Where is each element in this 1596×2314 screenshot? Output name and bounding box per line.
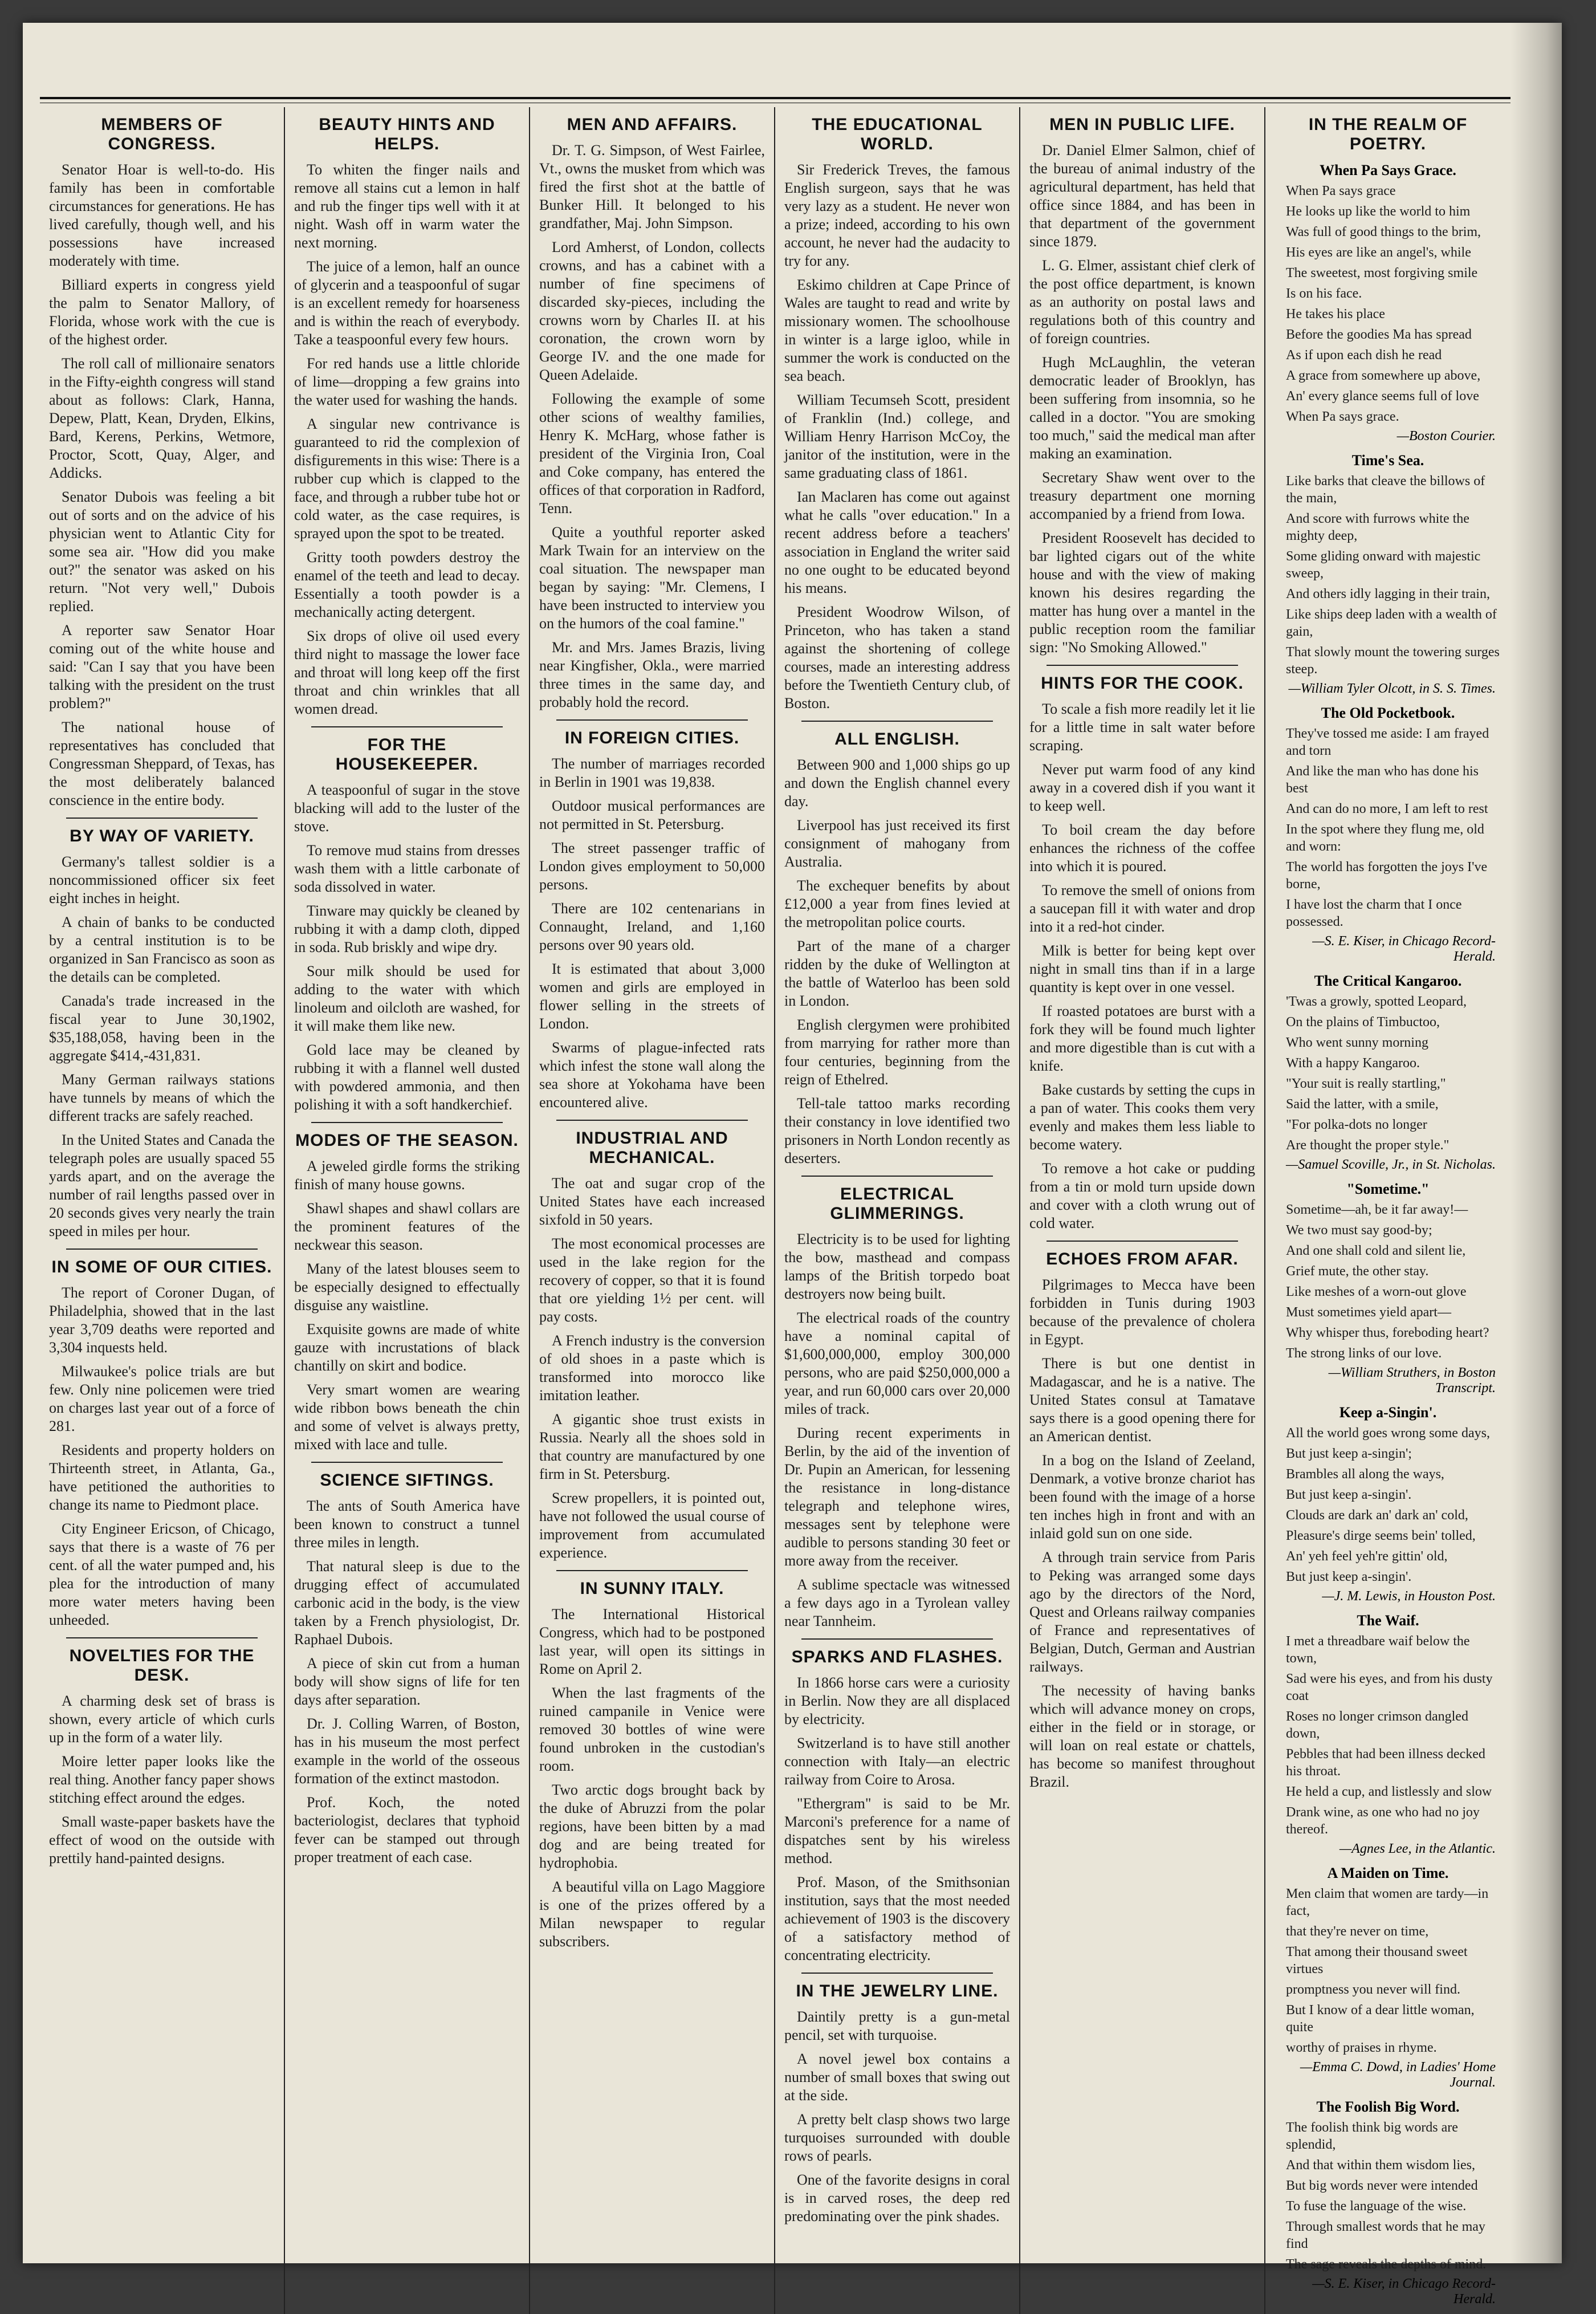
article-paragraph: The necessity of having banks which will advance money on crops, either in the field or in storage, or will loan on real estate or chattels, has become so manifest throughout Brazil.: [1029, 1682, 1255, 1790]
article-paragraph: Swarms of plague-infected rats which infest the stone wall along the sea shore at Yokohama have been encountered alive.: [539, 1039, 765, 1111]
article-paragraph: The national house of representatives has concluded that Congressman Sheppard, of Texas, has the most deliberately balanced conscience in the entire body.: [49, 719, 275, 808]
poem-line: "Your suit is really startling,": [1286, 1076, 1446, 1091]
article-paragraph: A charming desk set of brass is shown, every article of which curls up in the form of a water lily.: [49, 1693, 275, 1746]
poem-line: Like barks that cleave the billows of the main,: [1286, 474, 1485, 506]
column-3: [530, 107, 775, 2314]
poem-line: Said the latter, with a smile,: [1286, 1097, 1439, 1112]
poem-line: They've tossed me aside: I am frayed and torn: [1286, 726, 1489, 758]
poem-line: I have lost the charm that I once possessed.: [1286, 897, 1462, 929]
article-paragraph: For red hands use a little chloride of lime—dropping a few grains into the water used for washing the hands.: [294, 355, 520, 408]
poem-credit: —Agnes Lee, in the Atlantic.: [1339, 1841, 1496, 1856]
article-paragraph: Switzerland is to have still another connection with Italy—an electric railway from Coire to Arosa.: [784, 1735, 1010, 1788]
article-paragraph: A pretty belt clasp shows two large turquoises surrounded with double rows of pearls.: [784, 2111, 1010, 2164]
section-rule: [801, 1176, 993, 1177]
poem-line: Must sometimes yield apart—: [1286, 1305, 1451, 1320]
poem: [1275, 973, 1501, 1173]
poem-title: The Waif.: [1357, 1612, 1419, 1629]
column-2: [285, 107, 530, 2314]
page-fold-shadow: [1510, 23, 1562, 2263]
section-rule: [1047, 665, 1238, 666]
poem-line: The strong links of our love.: [1286, 1346, 1442, 1361]
section-heading: ALL ENGLISH.: [834, 730, 960, 749]
column-5: [1020, 107, 1265, 2314]
poem-line: Roses no longer crimson dangled down,: [1286, 1709, 1468, 1741]
article-paragraph: When the last fragments of the ruined campanile in Venice were removed 30 bottles of wine were found unbroken in the custodian's room.: [539, 1685, 765, 1774]
article-paragraph: English clergymen were prohibited from marrying for rather more than four centuries, beginning from the reign of Ethelred.: [784, 1016, 1010, 1088]
poem-credit: —Emma C. Dowd, in Ladies' Home Journal.: [1300, 2060, 1496, 2090]
poem-line: On the plains of Timbuctoo,: [1286, 1015, 1440, 1030]
article-paragraph: To boil cream the day before enhances the richness of the coffee into which it is poured.: [1029, 822, 1255, 875]
article-paragraph: Following the example of some other scions of wealthy families, Henry K. McHarg, whose father is president of the Virginia Iron, Coal and Coke company, has entered the offices of that corporation in Radford, Tenn.: [539, 391, 765, 517]
poem-line: Drank wine, as one who had no joy thereof.: [1286, 1805, 1480, 1837]
column-6: [1265, 107, 1510, 2314]
section-rule: [556, 1120, 748, 1121]
section-heading: IN THE JEWELRY LINE.: [796, 1982, 999, 2000]
poem-line: Men claim that women are tardy—in fact,: [1286, 1886, 1489, 1918]
article-paragraph: In a bog on the Island of Zeeland, Denmark, a votive bronze chariot has been found with the image of a horse ten inches high in front and with an inlaid gold sun on one side.: [1029, 1452, 1255, 1542]
poem-credit: —S. E. Kiser, in Chicago Record-Herald.: [1312, 934, 1496, 964]
article-paragraph: Secretary Shaw went over to the treasury department one morning accompanied by a friend from Iowa.: [1029, 469, 1255, 522]
article-paragraph: In 1866 horse cars were a curiosity in Berlin. Now they are all displaced by electricity.: [784, 1674, 1010, 1727]
poem: [1275, 452, 1501, 697]
article-paragraph: A reporter saw Senator Hoar coming out of the white house and said: "Can I say that you have been talking with the president on the trust problem?": [49, 622, 275, 711]
poem-line: To fuse the language of the wise.: [1286, 2199, 1467, 2214]
article-paragraph: Eskimo children at Cape Prince of Wales are taught to read and write by missionary women. The schoolhouse in winter is a large igloo, while in summer the work is conducted on the sea beach.: [784, 276, 1010, 384]
article-paragraph: During recent experiments in Berlin, by the aid of the invention of Dr. Pupin an American, for lessening the resistance in long-distance telegraph and telephone wires, messages sent by telephone were audible to persons standing 30 feet or more away from the receiver.: [784, 1425, 1010, 1569]
article-paragraph: There are 102 centenarians in Connaught, Ireland, and 1,160 persons over 90 years old.: [539, 900, 765, 953]
article-paragraph: The roll call of millionaire senators in the Fifty-eighth congress will stand about as follows: Clark, Hanna, Depew, Platt, Kean, Dryden, Elkins, Bard, Kerens, Perkins, Wetmore, Proctor, Scott, Quay, Alger, and Addicks.: [49, 355, 275, 481]
section-heading: MEMBERS OF CONGRESS.: [101, 115, 223, 153]
article-paragraph: To remove a hot cake or pudding from a tin or mold turn upside down and cover with a cloth wrung out of cold water.: [1029, 1160, 1255, 1231]
section-heading: THE EDUCATIONAL WORLD.: [812, 115, 983, 153]
article-paragraph: Dr. T. G. Simpson, of West Fairlee, Vt., owns the musket from which was fired the first shot at the battle of Bunker Hill. It belonged to his grandfather, Maj. John Simpson.: [539, 142, 765, 231]
article-paragraph: To remove mud stains from dresses wash them with a little carbonate of soda dissolved in water.: [294, 842, 520, 895]
poem-line: As if upon each dish he read: [1286, 348, 1442, 363]
poem-line: In the spot where they flung me, old and worn:: [1286, 822, 1484, 854]
article-paragraph: Dr. J. Colling Warren, of Boston, has in his museum the most perfect example in the world of the osseous formation of the extinct mastodon.: [294, 1715, 520, 1787]
columns: [40, 107, 1510, 2307]
article-paragraph: The number of marriages recorded in Berlin in 1901 was 19,838.: [539, 755, 765, 790]
poem-line: Before the goodies Ma has spread: [1286, 327, 1472, 342]
poem-line: Was full of good things to the brim,: [1286, 225, 1481, 239]
column-1: [40, 107, 285, 2314]
article-paragraph: Very smart women are wearing wide ribbon bows beneath the chin and some of velvet is always pretty, mixed with lace and tulle.: [294, 1381, 520, 1453]
article-paragraph: Pilgrimages to Mecca have been forbidden in Tunis during 1903 because of the prevalence of cholera in Egypt.: [1029, 1276, 1255, 1348]
article-paragraph: The most economical processes are used in the lake region for the recovery of copper, so that it is found that ore yielding 1½ per cent. will pay costs.: [539, 1235, 765, 1325]
article-paragraph: A French industry is the conversion of old shoes in a paste which is transformed into morocco like imitation leather.: [539, 1332, 765, 1404]
article-paragraph: "Ethergram" is said to be Mr. Marconi's preference for a name of dispatches sent by his wireless method.: [784, 1795, 1010, 1866]
article-paragraph: A gigantic shoe trust exists in Russia. Nearly all the shoes sold in that country are manufactured by one firm in St. Petersburg.: [539, 1411, 765, 1482]
section-heading: NOVELTIES FOR THE DESK.: [69, 1646, 255, 1685]
article-paragraph: Small waste-paper baskets have the effect of wood on the outside with prettily hand-painted designs.: [49, 1813, 275, 1866]
poem: [1275, 1181, 1501, 1396]
poem: [1275, 705, 1501, 965]
poem-line: Why whisper thus, foreboding heart?: [1286, 1325, 1489, 1340]
section-heading: IN SOME OF OUR CITIES.: [51, 1258, 272, 1276]
poem-title: The Critical Kangaroo.: [1314, 973, 1462, 989]
poem-line: And one shall cold and silent lie,: [1286, 1243, 1466, 1258]
article-paragraph: Electricity is to be used for lighting the bow, masthead and compass lamps of the British torpedo boat destroyers now being built.: [784, 1231, 1010, 1302]
poem-line: Like meshes of a worn-out glove: [1286, 1284, 1467, 1299]
poem-line: An' yeh feel yeh're gittin' old,: [1286, 1549, 1448, 1564]
poem-credit: —William Tyler Olcott, in S. S. Times.: [1288, 681, 1496, 696]
poem-line: Pleasure's dirge seems bein' tolled,: [1286, 1528, 1476, 1543]
article-paragraph: Daintily pretty is a gun-metal pencil, set with turquoise.: [784, 2008, 1010, 2043]
poem-line: "For polka-dots no longer: [1286, 1117, 1427, 1132]
article-paragraph: Ian Maclaren has come out against what he calls "over education." In a recent address before a teachers' association in England the writer said no one ought to be educated beyond his means.: [784, 489, 1010, 596]
section-heading: MEN AND AFFAIRS.: [567, 115, 738, 134]
article-paragraph: Moire letter paper looks like the real thing. Another fancy paper shows stitching effect around the edges.: [49, 1753, 275, 1806]
poem-line: He held a cup, and listlessly and slow: [1286, 1784, 1492, 1799]
article-paragraph: Many of the latest blouses seem to be especially designed to effectually disguise any waistline.: [294, 1260, 520, 1313]
poem-credit: —Samuel Scoville, Jr., in St. Nicholas.: [1286, 1157, 1496, 1172]
article-paragraph: Senator Hoar is well-to-do. His family has been in comfortable circumstances for generations. He has lived carefully, though well, and his possessions have increased moderately with time.: [49, 161, 275, 269]
section-heading: MEN IN PUBLIC LIFE.: [1049, 115, 1235, 134]
article-paragraph: The street passenger traffic of London gives employment to 50,000 persons.: [539, 840, 765, 893]
article-paragraph: Senator Dubois was feeling a bit out of sorts and on the advice of his physician went to Atlantic City for some sea air. "How did you make out?" the senator was asked on his return. "Not very well," Dubois replied.: [49, 489, 275, 615]
article-paragraph: A singular new contrivance is guaranteed to rid the complexion of disfigurements in this wise: There is a rubber cup which is clapped to the face, and through a rubber tube hot or cold water, as the case requires, is sprayed upon the spot to be treated.: [294, 416, 520, 542]
poem-line: Brambles all along the ways,: [1286, 1467, 1444, 1482]
article-paragraph: Sir Frederick Treves, the famous English surgeon, says that he was very lazy as a student. He never won a prize; indeed, according to his own account, he never had the audacity to try for any.: [784, 161, 1010, 269]
article-paragraph: Tell-tale tattoo marks recording their constancy in love identified two prisoners in North London recently as deserters.: [784, 1095, 1010, 1166]
section-rule: [311, 726, 503, 727]
section-heading: SCIENCE SIFTINGS.: [320, 1471, 494, 1490]
poem-line: But big words never were intended: [1286, 2178, 1478, 2193]
article-paragraph: Gritty tooth powders destroy the enamel of the teeth and lead to decay. Essentially a tooth powder is a mechanically acting detergent.: [294, 549, 520, 620]
newspaper-page: [23, 23, 1562, 2307]
column-4: [775, 107, 1020, 2314]
article-paragraph: Hugh McLaughlin, the veteran democratic leader of Brooklyn, has been suffering from insomnia, so he called in a doctor. "You are smoking too much," said the medical man after making an examination.: [1029, 354, 1255, 462]
poem-credit: —S. E. Kiser, in Chicago Record-Herald.: [1312, 2276, 1496, 2307]
article-paragraph: The exchequer benefits by about £12,000 a year from fines levied at the metropolitan police courts.: [784, 877, 1010, 930]
section-rule: [801, 1973, 993, 1974]
poem-line: He takes his place: [1286, 307, 1385, 322]
article-paragraph: Tinware may quickly be cleaned by rubbing it with a damp cloth, dipped in soda. Rub briskly and wipe dry.: [294, 902, 520, 955]
poem-line: The world has forgotten the joys I've borne,: [1286, 860, 1488, 892]
section-heading: FOR THE HOUSEKEEPER.: [335, 735, 479, 774]
section-rule: [66, 1637, 258, 1638]
poem: [1275, 1404, 1501, 1604]
section-rule: [556, 1570, 748, 1571]
section-rule: [66, 1248, 258, 1250]
section-heading: ELECTRICAL GLIMMERINGS.: [830, 1185, 964, 1223]
section-heading: BY WAY OF VARIETY.: [70, 827, 254, 845]
article-paragraph: The report of Coroner Dugan, of Philadelphia, showed that in the last year 3,709 deaths were reported and 3,304 inquests held.: [49, 1284, 275, 1356]
poem-line: Pebbles that had been illness decked his throat.: [1286, 1747, 1485, 1779]
poem-line: And like the man who has done his best: [1286, 764, 1479, 796]
poem-line: And others idly lagging in their train,: [1286, 587, 1490, 601]
poem-line: that they're never on time,: [1286, 1924, 1429, 1939]
poem-title: The Old Pocketbook.: [1321, 705, 1455, 721]
poem: [1275, 2099, 1501, 2307]
poem-line: And can do no more, I am left to rest: [1286, 802, 1488, 816]
article-paragraph: Lord Amherst, of London, collects crowns, and has a cabinet with a number of fine specimens of discarded sky-pieces, including the crowns worn by Charles II. at his coronation, the crown worn by George IV. and the one made for Queen Adelaide.: [539, 239, 765, 383]
article-paragraph: L. G. Elmer, assistant chief clerk of the post office department, is known as an authority on postal laws and regulations both of this country and of foreign countries.: [1029, 257, 1255, 347]
article-paragraph: To scale a fish more readily let it lie for a little time in salt water before scraping.: [1029, 701, 1255, 754]
section-heading: IN THE REALM OF POETRY.: [1308, 115, 1468, 153]
poem-line: promptness you never will find.: [1286, 1982, 1460, 1997]
section-rule: [311, 1462, 503, 1463]
poem: [1275, 162, 1501, 444]
article-paragraph: A jeweled girdle forms the striking finish of many house gowns.: [294, 1158, 520, 1193]
section-heading: INDUSTRIAL AND MECHANICAL.: [576, 1129, 728, 1167]
article-paragraph: Bake custards by setting the cups in a pan of water. This cooks them very evenly and makes them less liable to become watery.: [1029, 1081, 1255, 1153]
poem-line: We two must say good-by;: [1286, 1223, 1432, 1238]
article-paragraph: A through train service from Paris to Peking was arranged some days ago by the directors of the Nord, Quest and Orleans railway companies of France and representatives of Belgian, Dutch, German and Austrian railways.: [1029, 1549, 1255, 1675]
article-paragraph: A novel jewel box contains a number of small boxes that swing out at the side.: [784, 2051, 1010, 2104]
poem-credit: —Boston Courier.: [1396, 429, 1496, 444]
section-rule: [801, 721, 993, 722]
article-paragraph: A chain of banks to be conducted by a central institution is to be organized in San Francisco as soon as the details can be completed.: [49, 914, 275, 985]
section-heading: IN SUNNY ITALY.: [580, 1579, 724, 1598]
article-paragraph: In the United States and Canada the telegraph poles are usually spaced 55 yards apart, and on the average the number of rail lengths passed over in 20 seconds gives very nearly the train speed in miles per hour.: [49, 1132, 275, 1239]
article-paragraph: A piece of skin cut from a human body will show signs of life for ten days after separation.: [294, 1655, 520, 1708]
poem-line: His eyes are like an angel's, while: [1286, 245, 1471, 260]
article-paragraph: Many German railways stations have tunnels by means of which the different tracks are safely reached.: [49, 1071, 275, 1124]
section-rule: [311, 1122, 503, 1123]
article-paragraph: A teaspoonful of sugar in the stove blacking will add to the luster of the stove.: [294, 782, 520, 835]
poem-line: When Pa says grace: [1286, 184, 1396, 198]
poem-line: The sage reveals the depths of mind.: [1286, 2257, 1487, 2272]
poem-title: The Foolish Big Word.: [1316, 2099, 1460, 2115]
poem-line: The foolish think big words are splendid,: [1286, 2120, 1458, 2152]
poem-line: But just keep a-singin';: [1286, 1446, 1412, 1461]
poem-line: Sometime—ah, be it far away!—: [1286, 1202, 1468, 1217]
poem-line: Clouds are dark an' dark an' cold,: [1286, 1508, 1468, 1523]
poem-title: When Pa Says Grace.: [1320, 162, 1456, 178]
poem-line: Like ships deep laden with a wealth of gain,: [1286, 607, 1497, 639]
article-paragraph: President Roosevelt has decided to bar lighted cigars out of the white house and with the view of making known his desires regarding the matter has hung over a mantel in the public reception room the familiar sign: "No Smoking Allowed.": [1029, 530, 1255, 656]
poem-line: That among their thousand sweet virtues: [1286, 1945, 1468, 1977]
article-paragraph: Prof. Koch, the noted bacteriologist, declares that typhoid fever can be stamped out through proper treatment of each case.: [294, 1794, 520, 1865]
poem-line: A grace from somewhere up above,: [1286, 368, 1481, 383]
article-paragraph: It is estimated that about 3,000 women and girls are employed in flower selling in the streets of London.: [539, 961, 765, 1032]
article-paragraph: City Engineer Ericson, of Chicago, says that there is a waste of 76 per cent. of all the water pumped and, his plea for the introduction of many more water meters having been unheeded.: [49, 1520, 275, 1628]
article-paragraph: Screw propellers, it is pointed out, have not followed the usual course of improvement from accumulated experience.: [539, 1490, 765, 1561]
section-heading: SPARKS AND FLASHES.: [791, 1648, 1003, 1666]
poem-line: Is on his face.: [1286, 286, 1362, 301]
poem-line: He looks up like the world to him: [1286, 204, 1471, 219]
poem-line: The sweetest, most forgiving smile: [1286, 266, 1478, 280]
poem-line: That slowly mount the towering surges steep.: [1286, 645, 1500, 677]
article-paragraph: A beautiful villa on Lago Maggiore is one of the prizes offered by a Milan newspaper to regular subscribers.: [539, 1878, 765, 1950]
article-paragraph: The juice of a lemon, half an ounce of glycerin and a teaspoonful of sugar is an excellent remedy for hoarseness and is within the reach of everybody. Take a teaspoonful every few hours.: [294, 258, 520, 348]
poem-credit: —J. M. Lewis, in Houston Post.: [1322, 1589, 1496, 1604]
poem-line: But I know of a dear little woman, quite: [1286, 2003, 1475, 2035]
poem-line: All the world goes wrong some days,: [1286, 1426, 1490, 1441]
article-paragraph: Milwaukee's police trials are but few. Only nine policemen were tried on charges last year out of a force of 281.: [49, 1363, 275, 1434]
poem-line: But just keep a-singin'.: [1286, 1487, 1412, 1502]
poem-line: But just keep a-singin'.: [1286, 1569, 1412, 1584]
poem-line: 'Twas a growly, spotted Leopard,: [1286, 994, 1467, 1009]
poem-line: And score with furrows white the mighty deep,: [1286, 511, 1469, 543]
poem-title: Keep a-Singin'.: [1339, 1404, 1437, 1421]
article-paragraph: To whiten the finger nails and remove all stains cut a lemon in half and rub the finger tips well with it at night. Wash off in warm water the next morning.: [294, 161, 520, 251]
article-paragraph: Milk is better for being kept over night in small tins than if in a large quantity is kept over in one vessel.: [1029, 942, 1255, 995]
masthead-rule: [40, 97, 1510, 103]
article-paragraph: Dr. Daniel Elmer Salmon, chief of the bureau of animal industry of the agricultural department, has held that office since 1884, and has been in that department of the government since 1879.: [1029, 142, 1255, 250]
article-paragraph: A sublime spectacle was witnessed a few days ago in a Tyrolean valley near Tannheim.: [784, 1576, 1010, 1629]
article-paragraph: If roasted potatoes are burst with a fork they will be found much lighter and more digestible than is cut with a knife.: [1029, 1003, 1255, 1074]
article-paragraph: That natural sleep is due to the drugging effect of accumulated carbonic acid in the body, is the view taken by a French physiologist, Dr. Raphael Dubois.: [294, 1558, 520, 1648]
article-paragraph: The oat and sugar crop of the United States have each increased sixfold in 50 years.: [539, 1175, 765, 1228]
section-rule: [801, 1638, 993, 1640]
article-paragraph: There is but one dentist in Madagascar, and he is a native. The United States consul at Tamatave says there is a good opening there for an American dentist.: [1029, 1355, 1255, 1445]
poem-title: A Maiden on Time.: [1327, 1865, 1449, 1881]
poem-line: Are thought the proper style.": [1286, 1138, 1450, 1153]
section-heading: MODES OF THE SEASON.: [295, 1131, 519, 1150]
poem-line: An' every glance seems full of love: [1286, 389, 1479, 404]
poem-line: worthy of praises in rhyme.: [1286, 2040, 1437, 2055]
section-heading: BEAUTY HINTS AND HELPS.: [319, 115, 495, 153]
poem-line: Some gliding onward with majestic sweep,: [1286, 549, 1481, 581]
article-paragraph: Billiard experts in congress yield the palm to Senator Mallory, of Florida, whose work with the cue is of the highest order.: [49, 276, 275, 348]
article-paragraph: Shawl shapes and shawl collars are the prominent features of the neckwear this season.: [294, 1200, 520, 1253]
poem-line: I met a threadbare waif below the town,: [1286, 1634, 1470, 1666]
article-paragraph: The International Historical Congress, which had to be postponed last year, will open its sittings in Rome on April 2.: [539, 1606, 765, 1677]
article-paragraph: Residents and property holders on Thirteenth street, in Atlanta, Ga., have petitioned the authorities to change its name to Piedmont place.: [49, 1442, 275, 1513]
section-rule: [1047, 1241, 1238, 1242]
section-heading: ECHOES FROM AFAR.: [1046, 1250, 1239, 1268]
poem-line: Grief mute, the other stay.: [1286, 1264, 1429, 1279]
poem-line: Through smallest words that he may find: [1286, 2219, 1485, 2251]
article-paragraph: Liverpool has just received its first consignment of mahogany from Australia.: [784, 817, 1010, 870]
article-paragraph: Part of the mane of a charger ridden by the duke of Wellington at the battle of Waterloo has been sold in London.: [784, 938, 1010, 1009]
section-heading: IN FOREIGN CITIES.: [564, 729, 740, 747]
poem-line: And that within them wisdom lies,: [1286, 2158, 1475, 2173]
article-paragraph: Germany's tallest soldier is a noncommissioned officer six feet eight inches in height.: [49, 853, 275, 906]
article-paragraph: One of the favorite designs in coral is in carved roses, the deep red predominating over the pink shades.: [784, 2171, 1010, 2224]
poem: [1275, 1612, 1501, 1857]
poem-line: Sad were his eyes, and from his dusty coat: [1286, 1672, 1493, 1703]
section-heading: HINTS FOR THE COOK.: [1041, 674, 1244, 693]
article-paragraph: The ants of South America have been known to construct a tunnel three miles in length.: [294, 1498, 520, 1551]
article-paragraph: Quite a youthful reporter asked Mark Twain for an interview on the coal situation. The newspaper man began by saying: "Mr. Clemens, I have been instructed to interview you on the humors of the coal famine.": [539, 524, 765, 632]
section-rule: [556, 719, 748, 721]
article-paragraph: Six drops of olive oil used every third night to massage the lower face and throat will long keep off the first throat and chin wrinkles that all women dread.: [294, 628, 520, 717]
article-paragraph: The electrical roads of the country have a nominal capital of $1,600,000,000, employ 300,000 persons, who are paid $250,000,000 a year, and run 60,000 cars over 20,000 miles of track.: [784, 1309, 1010, 1417]
article-paragraph: Sour milk should be used for adding to the water with which linoleum and oilcloth are washed, for it will make them like new.: [294, 963, 520, 1034]
poem-line: Who went sunny morning: [1286, 1035, 1428, 1050]
poem-title: "Sometime.": [1346, 1181, 1430, 1197]
article-paragraph: William Tecumseh Scott, president of Franklin (Ind.) college, and William Henry Harrison McCoy, the janitor of the institution, were in the same graduating class of 1861.: [784, 392, 1010, 481]
article-paragraph: Mr. and Mrs. James Brazis, living near Kingfisher, Okla., were married three times in the same day, and probably hold the record.: [539, 639, 765, 710]
article-paragraph: Never put warm food of any kind away in a covered dish if you want it to keep well.: [1029, 761, 1255, 814]
article-paragraph: Exquisite gowns are made of white gauze with incrustations of black chantilly on skirt and bodice.: [294, 1321, 520, 1374]
article-paragraph: Canada's trade increased in the fiscal year to June 30,1902, $35,188,058, having been in the aggregate $414,-431,831.: [49, 993, 275, 1064]
poem-title: Time's Sea.: [1351, 452, 1424, 469]
article-paragraph: Two arctic dogs brought back by the duke of Abruzzi from the polar regions, have been bitten by a mad dog and are being treated for hydrophobia.: [539, 1782, 765, 1871]
poem: [1275, 1865, 1501, 2091]
article-paragraph: Prof. Mason, of the Smithsonian institution, says that the most needed achievement of 1903 is the discovery of a satisfactory method of concentrating electricity.: [784, 1874, 1010, 1963]
article-paragraph: Outdoor musical performances are not permitted in St. Petersburg.: [539, 798, 765, 832]
article-paragraph: Between 900 and 1,000 ships go up and down the English channel every day.: [784, 757, 1010, 810]
section-rule: [66, 818, 258, 819]
article-paragraph: Gold lace may be cleaned by rubbing it with a flannel well dusted with powdered ammonia, and then polishing it with a soft handkerchief.: [294, 1042, 520, 1113]
article-paragraph: President Woodrow Wilson, of Princeton, who has taken a stand against the shortening of college courses, made an interesting address before the Twentieth Century club, of Boston.: [784, 604, 1010, 711]
poem-line: When Pa says grace.: [1286, 409, 1399, 424]
poem-line: With a happy Kangaroo.: [1286, 1056, 1420, 1071]
article-paragraph: To remove the smell of onions from a saucepan fill it with water and drop into it a red-hot cinder.: [1029, 882, 1255, 935]
poem-credit: —William Struthers, in Boston Transcript.: [1328, 1365, 1496, 1396]
